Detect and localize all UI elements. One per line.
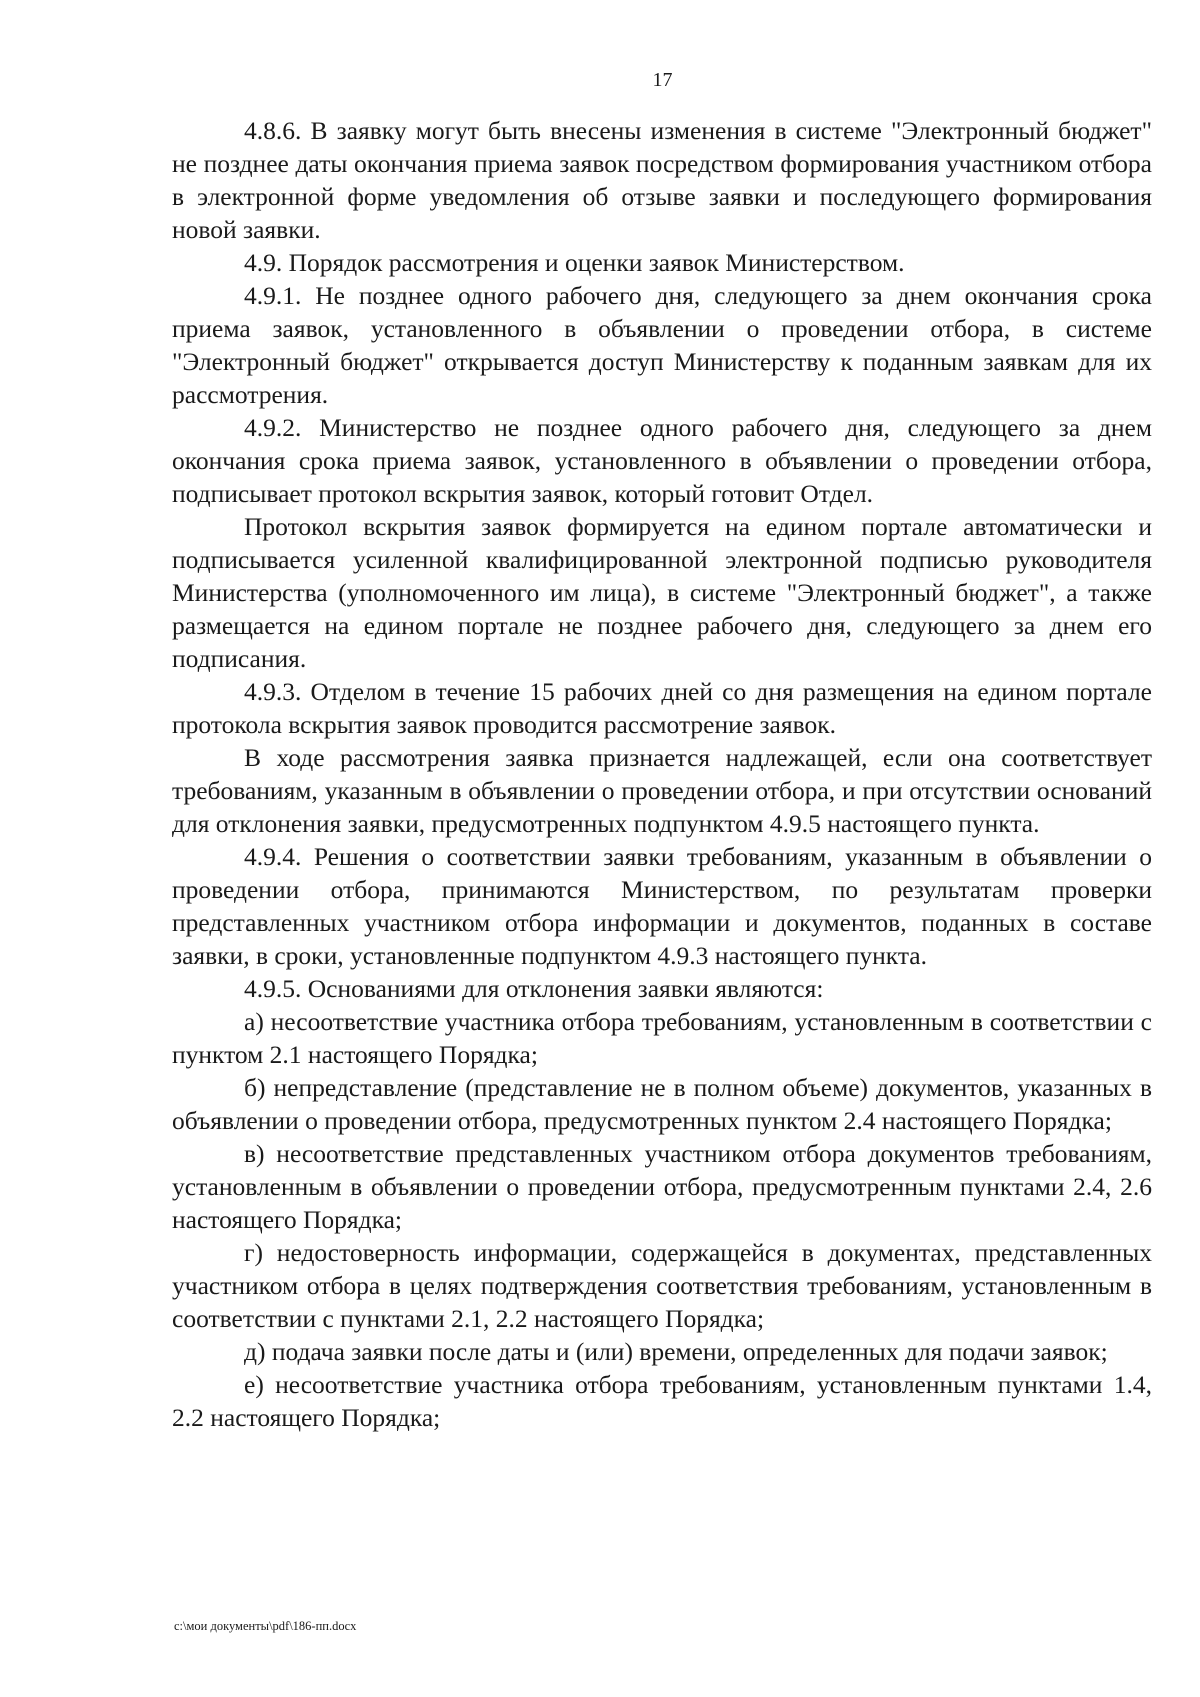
paragraph-4-8-6: 4.8.6. В заявку могут быть внесены изменения в системе "Электронный бюджет" не позднее даты окончания приема заявок посредством формирования участником отбора в электронной форме уведомления об отзыве заявки и последующего формирования новой заявки. bbox=[172, 116, 1152, 244]
paragraph-4-9-4: 4.9.4. Решения о соответствии заявки требованиям, указанным в объявлении о проведении отбора, принимаются Министерством, по результатам проверки представленных участником отбора информации и документов, поданных в составе заявки, в сроки, установленные подпунктом 4.9.3 настоящего пункта. bbox=[172, 842, 1152, 970]
paragraph-review: В ходе рассмотрения заявка признается надлежащей, если она соответствует требованиям, указанным в объявлении о проведении отбора, и при отсутствии оснований для отклонения заявки, предусмотренных подпунктом 4.9.5 настоящего пункта. bbox=[172, 743, 1152, 838]
list-item-g: г) недостоверность информации, содержащейся в документах, представленных участником отбора в целях подтверждения соответствия требованиям, установленным в соответствии с пунктами 2.1, 2.2 настоящего Порядка; bbox=[172, 1238, 1152, 1333]
list-item-v: в) несоответствие представленных участником отбора документов требованиям, установленным в объявлении о проведении отбора, предусмотренным пунктами 2.4, 2.6 настоящего Порядка; bbox=[172, 1139, 1152, 1234]
footer-file-path: c:\мои документы\pdf\186-пп.docx bbox=[174, 1619, 357, 1633]
paragraph-4-9: 4.9. Порядок рассмотрения и оценки заявок Министерством. bbox=[244, 248, 905, 277]
paragraph-4-9-1: 4.9.1. Не позднее одного рабочего дня, следующего за днем окончания срока приема заявок, установленного в объявлении о проведении отбора, в системе "Электронный бюджет" открывается доступ Министерству к поданным заявкам для их рассмотрения. bbox=[172, 281, 1152, 409]
document-body bbox=[172, 114, 1152, 1434]
list-item-b: б) непредставление (представление не в полном объеме) документов, указанных в объявлении о проведении отбора, предусмотренных пунктом 2.4 настоящего Порядка; bbox=[172, 1073, 1152, 1135]
paragraph-4-9-2: 4.9.2. Министерство не позднее одного рабочего дня, следующего за днем окончания срока приема заявок, установленного в объявлении о проведении отбора, подписывает протокол вскрытия заявок, который готовит Отдел. bbox=[172, 413, 1152, 508]
paragraph-4-9-5: 4.9.5. Основаниями для отклонения заявки являются: bbox=[244, 974, 824, 1003]
paragraph-protocol: Протокол вскрытия заявок формируется на едином портале автоматически и подписывается усиленной квалифицированной электронной подписью руководителя Министерства (уполномоченного им лица), в системе "Электронный бюджет", а также размещается на едином портале не позднее рабочего дня, следующего за днем его подписания. bbox=[172, 512, 1152, 673]
page-number: 17 bbox=[652, 69, 673, 91]
list-item-a: а) несоответствие участника отбора требованиям, установленным в соответствии с пунктом 2.1 настоящего Порядка; bbox=[172, 1007, 1152, 1069]
list-item-e: е) несоответствие участника отбора требованиям, установленным пунктами 1.4, 2.2 настоящего Порядка; bbox=[172, 1370, 1152, 1432]
paragraph-4-9-3: 4.9.3. Отделом в течение 15 рабочих дней со дня размещения на едином портале протокола вскрытия заявок проводится рассмотрение заявок. bbox=[172, 677, 1152, 739]
list-item-d: д) подача заявки после даты и (или) времени, определенных для подачи заявок; bbox=[244, 1337, 1108, 1366]
